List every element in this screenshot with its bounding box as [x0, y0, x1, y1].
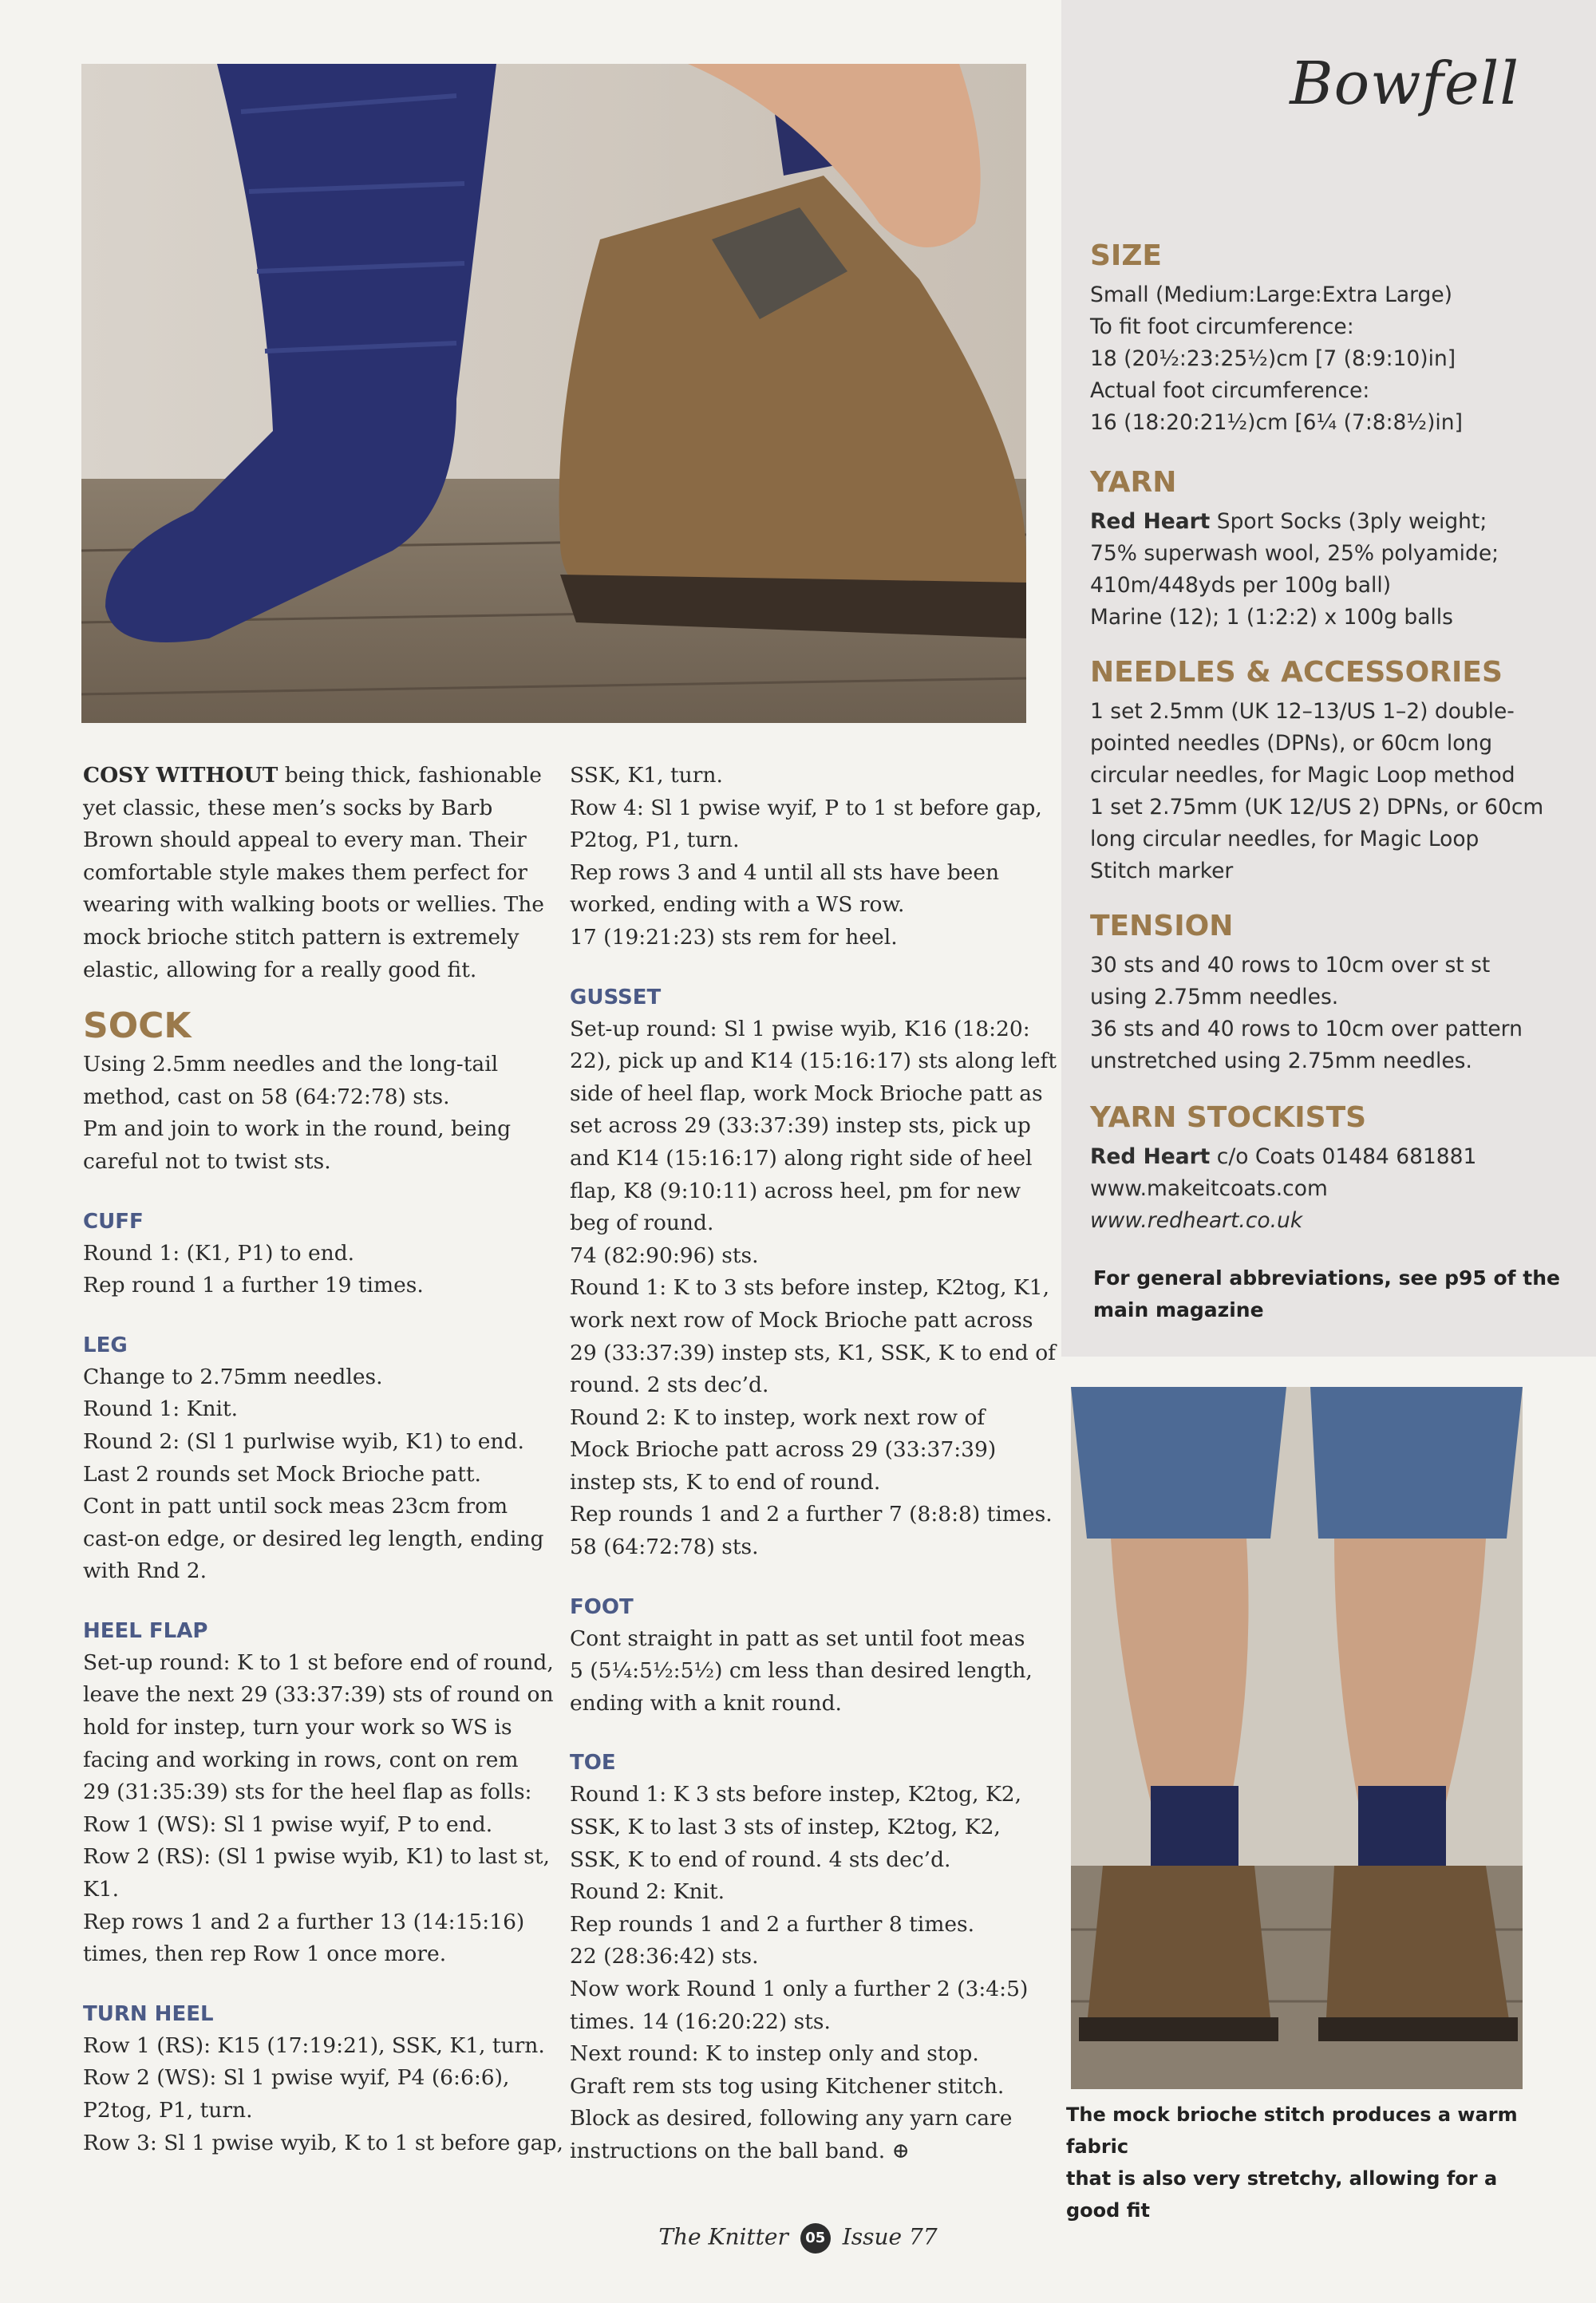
toe-line: Next round: K to instep only and stop. [570, 2041, 979, 2067]
needles-section [1090, 654, 1569, 887]
needles-line: pointed needles (DPNs), or 60cm long [1090, 731, 1493, 756]
size-heading: SIZE [1090, 239, 1163, 272]
leg-line: cast-on edge, or desired leg length, ending [83, 1526, 544, 1551]
gusset-line: instep sts, K to end of round. [570, 1469, 881, 1495]
sock-line: Using 2.5mm needles and the long-tail [83, 1052, 499, 1077]
size-section [1090, 238, 1569, 439]
issue-number: Issue 77 [842, 2223, 938, 2250]
heel-flap-line: Set-up round: K to 1 st before end of round, [83, 1649, 554, 1675]
intro-line: wearing with walking boots or wellies. The [83, 892, 544, 918]
heel-flap-line: times, then rep Row 1 once more. [83, 1942, 447, 1967]
heel-flap-line: Rep rows 1 and 2 a further 13 (14:15:16) [83, 1909, 525, 1934]
column-2 [570, 760, 1057, 2168]
turn-heel-line: SSK, K1, turn. [570, 763, 723, 788]
heel-flap-line: Row 1 (WS): Sl 1 pwise wyif, P to end. [83, 1811, 493, 1837]
sock-boot-photo [81, 64, 1026, 723]
legs-illustration [1071, 1387, 1523, 2089]
toe-line: times. 14 (16:20:22) sts. [570, 2009, 831, 2034]
magazine-name: The Knitter [658, 2223, 788, 2250]
intro-line: Brown should appeal to every man. Their [83, 828, 527, 853]
gusset-line: set across 29 (33:37:39) instep sts, pick up [570, 1113, 1031, 1139]
photo-caption-line: The mock brioche stitch produces a warm fabric [1066, 2104, 1518, 2158]
toe-line: instructions on the ball band. ⊕ [570, 2138, 910, 2163]
yarn-brand: Red Heart [1090, 509, 1211, 534]
gusset-line: side of heel flap, work Mock Brioche patt as [570, 1080, 1043, 1106]
intro-line: being thick, fashionable [284, 763, 542, 788]
turn-heel-line: P2tog, P1, turn. [570, 828, 740, 853]
yarn-line: Marine (12); 1 (1:2:2) x 100g balls [1090, 605, 1453, 630]
gusset-line: round. 2 sts dec’d. [570, 1373, 769, 1398]
turn-heel-heading: TURN HEEL [83, 2001, 214, 2026]
turn-heel-line: worked, ending with a WS row. [570, 892, 905, 918]
turn-heel-line: Row 4: Sl 1 pwise wyif, P to 1 st before gap, [570, 795, 1042, 820]
toe-line: SSK, K to last 3 sts of instep, K2tog, K2, [570, 1815, 1001, 1840]
legs-photo [1071, 1387, 1523, 2089]
page-number-badge: 05 [800, 2223, 831, 2254]
size-line: Small (Medium:Large:Extra Large) [1090, 282, 1453, 307]
needles-line: long circular needles, for Magic Loop [1090, 827, 1479, 851]
intro-line: yet classic, these men’s socks by Barb [83, 795, 493, 820]
yarn-heading: YARN [1090, 466, 1177, 499]
leg-line: Cont in patt until sock meas 23cm from [83, 1494, 508, 1519]
toe-line: Now work Round 1 only a further 2 (3:4:5) [570, 1977, 1029, 2001]
heel-flap-line: leave the next 29 (33:37:39) sts of round on [83, 1682, 554, 1708]
heel-flap-line: 29 (31:35:39) sts for the heel flap as folls: [83, 1780, 532, 1805]
tension-line: unstretched using 2.75mm needles. [1090, 1049, 1472, 1073]
gusset-line: flap, K8 (9:10:11) across heel, pm for new [570, 1178, 1021, 1203]
size-line: To fit foot circumference: [1090, 314, 1354, 339]
pattern-name: Bowfell [1290, 49, 1519, 118]
tension-line: using 2.75mm needles. [1090, 985, 1339, 1009]
needles-line: Stitch marker [1090, 859, 1234, 883]
gusset-line: 29 (33:37:39) instep sts, K1, SSK, K to end of [570, 1340, 1056, 1365]
yarn-line: 410m/448yds per 100g ball) [1090, 573, 1392, 598]
toe-heading: TOE [570, 1751, 616, 1776]
foot-heading: FOOT [570, 1594, 634, 1619]
intro-line: mock brioche stitch pattern is extremely [83, 924, 519, 950]
tension-heading: TENSION [1090, 910, 1234, 942]
leg-line: with Rnd 2. [83, 1558, 207, 1584]
abbreviations-note [1093, 1262, 1572, 1326]
turn-heel-line: Row 2 (WS): Sl 1 pwise wyif, P4 (6:6:6), [83, 2065, 510, 2091]
toe-line: 22 (28:36:42) sts. [570, 1944, 759, 1969]
gusset-heading: GUSSET [570, 985, 662, 1009]
stockist-contact: c/o Coats 01484 681881 [1216, 1144, 1477, 1169]
tension-line: 36 sts and 40 rows to 10cm over pattern [1090, 1017, 1523, 1041]
leg-heading: LEG [83, 1333, 128, 1357]
turn-heel-line: Row 1 (RS): K15 (17:19:21), SSK, K1, turn. [83, 2032, 545, 2058]
toe-line: Round 2: Knit. [570, 1879, 725, 1905]
stockists-heading: YARN STOCKISTS [1090, 1101, 1367, 1134]
stockist-web-link[interactable]: www.makeitcoats.com [1090, 1176, 1328, 1201]
leg-line: Round 1: Knit. [83, 1396, 239, 1422]
gusset-line: Mock Brioche patt across 29 (33:37:39) [570, 1437, 997, 1463]
needles-line: 1 set 2.75mm (UK 12/US 2) DPNs, or 60cm [1090, 795, 1544, 820]
heel-flap-line: facing and working in rows, cont on rem [83, 1747, 519, 1772]
heel-flap-line: hold for instep, turn your work so WS is [83, 1715, 512, 1740]
stockists-section [1090, 1100, 1569, 1237]
column-1 [83, 760, 563, 2159]
toe-line: Rep rounds 1 and 2 a further 8 times. [570, 1911, 975, 1937]
needles-heading: NEEDLES & ACCESSORIES [1090, 656, 1503, 689]
yarn-line: 75% superwash wool, 25% polyamide; [1090, 541, 1499, 566]
foot-line: ending with a knit round. [570, 1690, 842, 1716]
heel-flap-line: Row 2 (RS): (Sl 1 pwise wyib, K1) to last st, [83, 1844, 550, 1870]
page-footer [0, 2223, 1596, 2254]
heel-flap-line: K1. [83, 1877, 120, 1902]
size-line: 18 (20½:23:25½)cm [7 (8:9:10)in] [1090, 346, 1456, 371]
turn-heel-line: Rep rows 3 and 4 until all sts have been [570, 859, 1000, 885]
yarn-section [1090, 464, 1569, 634]
photo-caption [1066, 2099, 1545, 2226]
abbreviations-note-line: main magazine [1093, 1298, 1264, 1321]
gusset-line: beg of round. [570, 1211, 714, 1236]
toe-line: Graft rem sts tog using Kitchener stitch. [570, 2073, 1005, 2099]
turn-heel-line: Row 3: Sl 1 pwise wyib, K to 1 st before gap, [83, 2130, 563, 2155]
stockist-brand: Red Heart [1090, 1144, 1211, 1169]
tension-line: 30 sts and 40 rows to 10cm over st st [1090, 953, 1491, 978]
turn-heel-line: 17 (19:21:23) sts rem for heel. [570, 924, 898, 950]
gusset-line: Round 1: K to 3 sts before instep, K2tog, K1, [570, 1275, 1050, 1301]
cuff-line: Rep round 1 a further 19 times. [83, 1273, 424, 1298]
intro-lead: COSY WITHOUT [83, 763, 279, 788]
toe-line: SSK, K to end of round. 4 sts dec’d. [570, 1847, 951, 1872]
needles-line: circular needles, for Magic Loop method [1090, 763, 1515, 788]
leg-line: Last 2 rounds set Mock Brioche patt. [83, 1461, 481, 1487]
heel-flap-heading: HEEL FLAP [83, 1618, 208, 1643]
toe-line: Round 1: K 3 sts before instep, K2tog, K2, [570, 1782, 1022, 1807]
gusset-line: 58 (64:72:78) sts. [570, 1535, 759, 1560]
toe-line: Block as desired, following any yarn care [570, 2106, 1013, 2131]
yarn-line: Sport Socks (3ply weight; [1216, 509, 1487, 534]
photo-caption-line: that is also very stretchy, allowing for a good fit [1066, 2167, 1498, 2222]
sock-line: Pm and join to work in the round, being [83, 1116, 512, 1142]
abbreviations-note-line: For general abbreviations, see p95 of the [1093, 1266, 1560, 1290]
gusset-line: Set-up round: Sl 1 pwise wyib, K16 (18:20: [570, 1016, 1030, 1041]
sock-line: careful not to twist sts. [83, 1148, 331, 1174]
intro-line: elastic, allowing for a really good fit. [83, 957, 477, 982]
stockist-web-link[interactable]: www.redheart.co.uk [1090, 1208, 1303, 1233]
gusset-line: work next row of Mock Brioche patt across [570, 1307, 1033, 1333]
needles-line: 1 set 2.5mm (UK 12–13/US 1–2) double- [1090, 699, 1515, 724]
leg-line: Round 2: (Sl 1 purlwise wyib, K1) to end. [83, 1428, 524, 1454]
size-line: Actual foot circumference: [1090, 378, 1370, 403]
turn-heel-line: P2tog, P1, turn. [83, 2098, 253, 2123]
sock-line: method, cast on 58 (64:72:78) sts. [83, 1084, 450, 1109]
gusset-line: 74 (82:90:96) sts. [570, 1242, 759, 1268]
foot-line: 5 (5¼:5½:5½) cm less than desired length, [570, 1658, 1033, 1684]
cuff-line: Round 1: (K1, P1) to end. [83, 1240, 355, 1266]
leg-line: Change to 2.75mm needles. [83, 1364, 383, 1389]
sock-heading: SOCK [83, 1005, 192, 1047]
gusset-line: Round 2: K to instep, work next row of [570, 1404, 986, 1430]
tension-section [1090, 908, 1569, 1077]
foot-line: Cont straight in patt as set until foot meas [570, 1626, 1025, 1651]
sock-boot-illustration [81, 64, 1026, 723]
intro-line: comfortable style makes them perfect for [83, 859, 527, 885]
cuff-heading: CUFF [83, 1209, 144, 1234]
gusset-line: 22), pick up and K14 (15:16:17) sts along left [570, 1049, 1057, 1074]
gusset-line: and K14 (15:16:17) along right side of heel [570, 1145, 1033, 1171]
gusset-line: Rep rounds 1 and 2 a further 7 (8:8:8) times. [570, 1502, 1053, 1527]
size-line: 16 (18:20:21½)cm [6¼ (7:8:8½)in] [1090, 410, 1463, 435]
